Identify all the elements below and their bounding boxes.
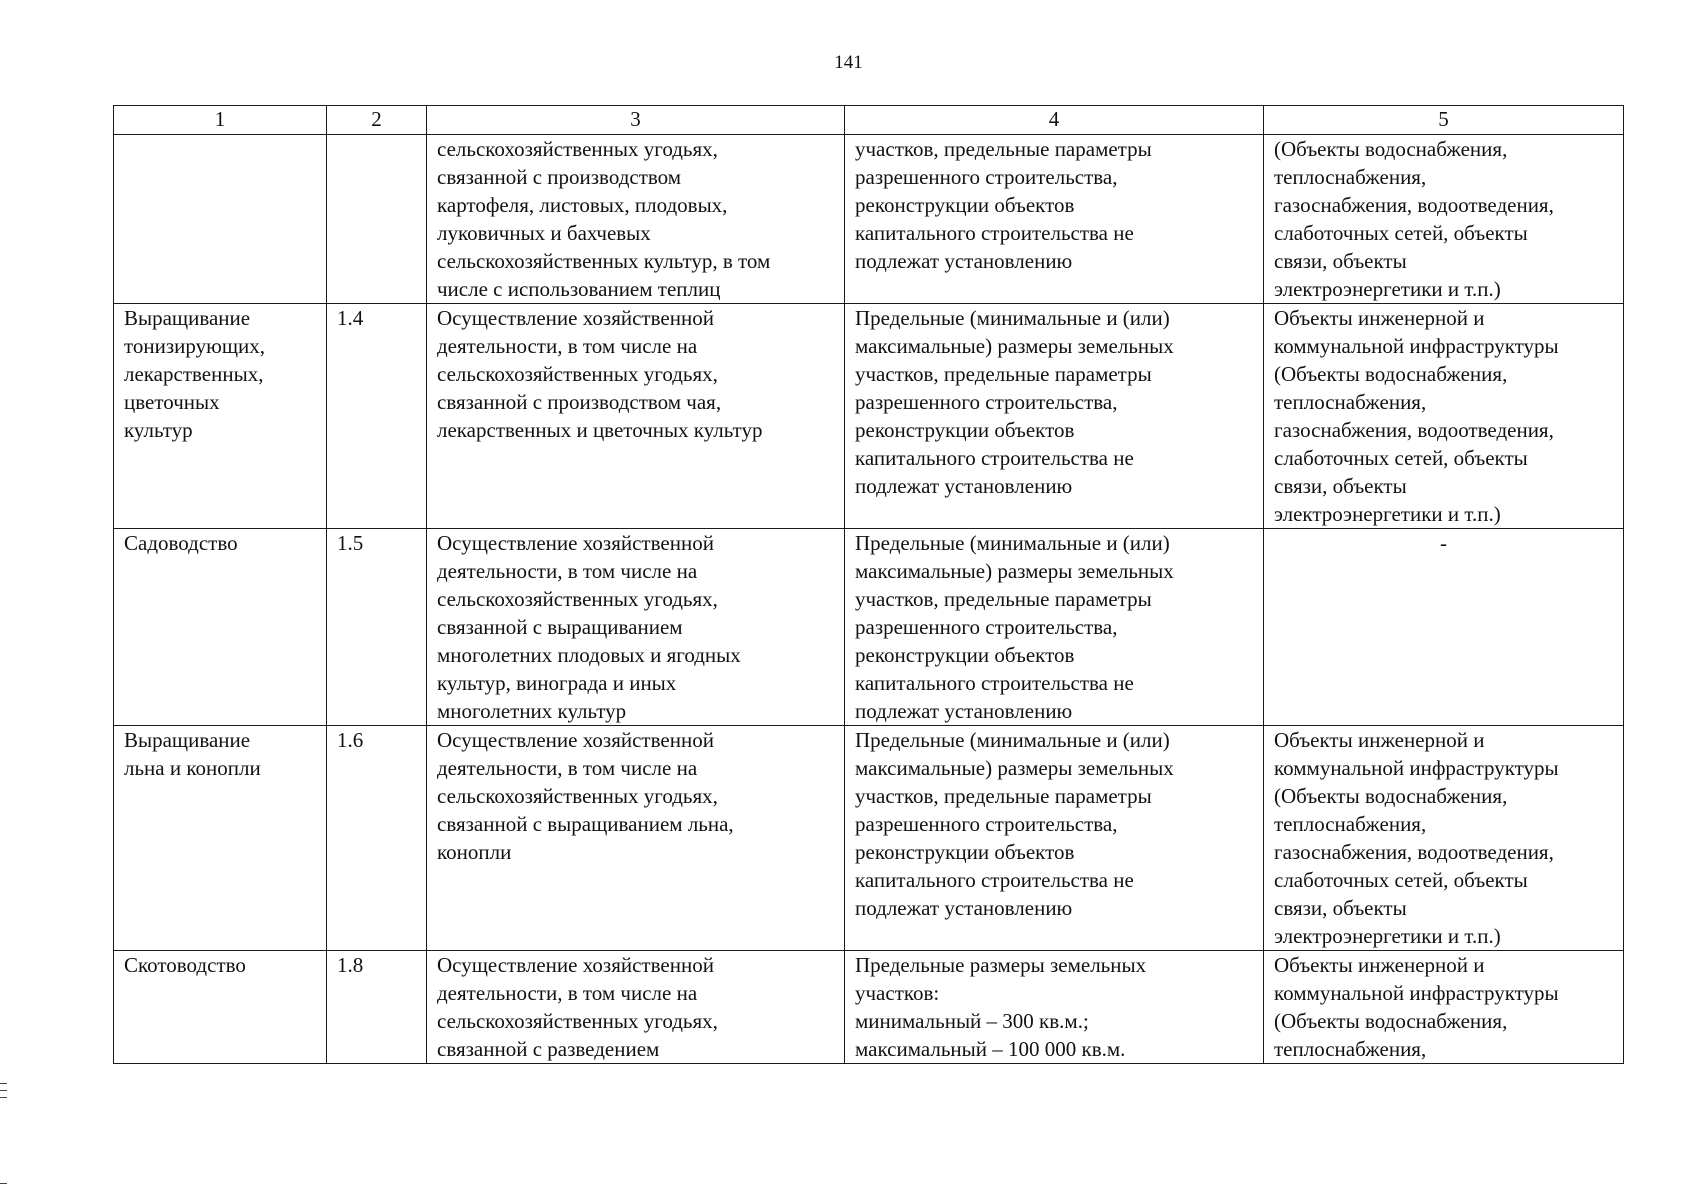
parameters-cell: Предельные (минимальные и (или) максимальные) размеры земельных участков, предельные параметры разрешенного строительства, реконструкции объектов капитального строительства не подлежат установлению <box>845 726 1264 951</box>
use-code-cell: 1.5 <box>327 529 427 726</box>
margin-mark <box>0 1090 7 1091</box>
use-name-cell: Выращивание льна и конопли <box>114 726 327 951</box>
use-code-cell <box>327 135 427 304</box>
auxiliary-cell: Объекты инженерной и коммунальной инфраструктуры (Объекты водоснабжения, теплоснабжения, газоснабжения, водоотведения, слаботочных сетей, объекты связи, объекты электроэнергетики и т.п.) <box>1264 304 1624 529</box>
use-name-cell: Садоводство <box>114 529 327 726</box>
table-row <box>114 951 1624 1064</box>
margin-mark <box>0 1097 7 1098</box>
use-code-cell: 1.8 <box>327 951 427 1064</box>
table-row <box>114 135 1624 304</box>
description-cell: Осуществление хозяйственной деятельности, в том числе на сельскохозяйственных угодьях, связанной с производством чая, лекарственных и цветочных культур <box>427 304 845 529</box>
use-name-cell: Выращивание тонизирующих, лекарственных, цветочных культур <box>114 304 327 529</box>
land-use-table <box>113 105 1624 1064</box>
table-row <box>114 529 1624 726</box>
parameters-cell: участков, предельные параметры разрешенного строительства, реконструкции объектов капитального строительства не подлежат установлению <box>845 135 1264 304</box>
auxiliary-cell: - <box>1264 529 1624 726</box>
auxiliary-cell: Объекты инженерной и коммунальной инфраструктуры (Объекты водоснабжения, теплоснабжения, <box>1264 951 1624 1064</box>
auxiliary-cell: Объекты инженерной и коммунальной инфраструктуры (Объекты водоснабжения, теплоснабжения, газоснабжения, водоотведения, слаботочных сетей, объекты связи, объекты электроэнергетики и т.п.) <box>1264 726 1624 951</box>
column-header: 2 <box>327 106 427 135</box>
table-header-row <box>114 106 1624 135</box>
parameters-cell: Предельные (минимальные и (или) максимальные) размеры земельных участков, предельные параметры разрешенного строительства, реконструкции объектов капитального строительства не подлежат установлению <box>845 304 1264 529</box>
use-name-cell: Скотоводство <box>114 951 327 1064</box>
table-row <box>114 726 1624 951</box>
description-cell: Осуществление хозяйственной деятельности, в том числе на сельскохозяйственных угодьях, связанной с выращиванием многолетних плодовых и ягодных культур, винограда и иных многолетних культур <box>427 529 845 726</box>
page-number: 141 <box>834 52 863 73</box>
description-cell: сельскохозяйственных угодьях, связанной с производством картофеля, листовых, плодовых, луковичных и бахчевых сельскохозяйственных культур, в том числе с использованием теплиц <box>427 135 845 304</box>
margin-mark <box>0 1083 7 1084</box>
auxiliary-cell: (Объекты водоснабжения, теплоснабжения, газоснабжения, водоотведения, слаботочных сетей, объекты связи, объекты электроэнергетики и т.п.) <box>1264 135 1624 304</box>
description-cell: Осуществление хозяйственной деятельности, в том числе на сельскохозяйственных угодьях, связанной с выращиванием льна, конопли <box>427 726 845 951</box>
column-header: 4 <box>845 106 1264 135</box>
margin-mark <box>0 1183 7 1184</box>
column-header: 5 <box>1264 106 1624 135</box>
parameters-cell: Предельные (минимальные и (или) максимальные) размеры земельных участков, предельные параметры разрешенного строительства, реконструкции объектов капитального строительства не подлежат установлению <box>845 529 1264 726</box>
use-code-cell: 1.6 <box>327 726 427 951</box>
table-row <box>114 304 1624 529</box>
column-header: 3 <box>427 106 845 135</box>
description-cell: Осуществление хозяйственной деятельности, в том числе на сельскохозяйственных угодьях, связанной с разведением <box>427 951 845 1064</box>
parameters-cell: Предельные размеры земельных участков: минимальный – 300 кв.м.; максимальный – 100 000 кв.м. <box>845 951 1264 1064</box>
use-code-cell: 1.4 <box>327 304 427 529</box>
column-header: 1 <box>114 106 327 135</box>
use-name-cell <box>114 135 327 304</box>
